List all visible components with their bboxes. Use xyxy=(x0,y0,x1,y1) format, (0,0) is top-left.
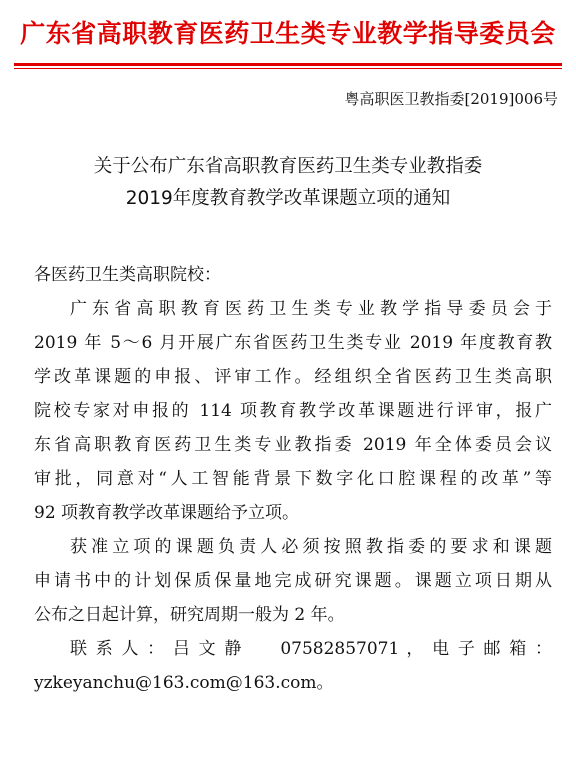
paragraph-1-line: 学改革课题的申报、评审工作。经组织全省医药卫生类高职 xyxy=(34,367,552,387)
header-rule-thin xyxy=(14,68,562,69)
paragraph-1-line: 审批，同意对“人工智能背景下数字化口腔课程的改革”等 xyxy=(34,469,552,489)
paragraph-2-line: 申请书中的计划保质保量地完成研究课题。课题立项日期从 xyxy=(34,571,552,591)
contact-email: yzkeyanchu@163.com@163.com。 xyxy=(34,673,334,693)
paragraph-1-line: 院校专家对申报的 114 项教育教学改革课题进行评审，报广 xyxy=(34,401,552,421)
paragraph-1-line: 东省高职教育医药卫生类专业教指委 2019 年全体委员会议 xyxy=(34,435,552,455)
paragraph-2-line: 获准立项的课题负责人必须按照教指委的要求和课题 xyxy=(70,537,552,557)
salutation: 各医药卫生类高职院校： xyxy=(34,265,221,285)
contact-line: 联 系 人 ： 吕 文 静 07582857071 ， 电 子 邮 箱 ： xyxy=(70,639,552,659)
paragraph-2-line: 公布之日起计算，研究周期一般为 2 年。 xyxy=(34,605,345,625)
header-rule-thick xyxy=(14,63,562,66)
committee-header: 广东省高职教育医药卫生类专业教学指导委员会 xyxy=(20,19,556,48)
paragraph-1-line: 92 项教育教学改革课题给予立项。 xyxy=(34,503,300,523)
document-number: 粤高职医卫教指委[2019]006号 xyxy=(344,90,558,108)
paragraph-1-line: 广东省高职教育医药卫生类专业教学指导委员会于 xyxy=(70,299,552,319)
paragraph-1-line: 2019 年 5～6 月开展广东省医药卫生类专业 2019 年度教育教 xyxy=(34,333,552,353)
notice-title-line-1: 关于公布广东省高职教育医药卫生类专业教指委 xyxy=(93,156,483,177)
notice-body xyxy=(34,258,552,700)
notice-title-line-2: 2019年度教育教学改革课题立项的通知 xyxy=(125,188,451,209)
